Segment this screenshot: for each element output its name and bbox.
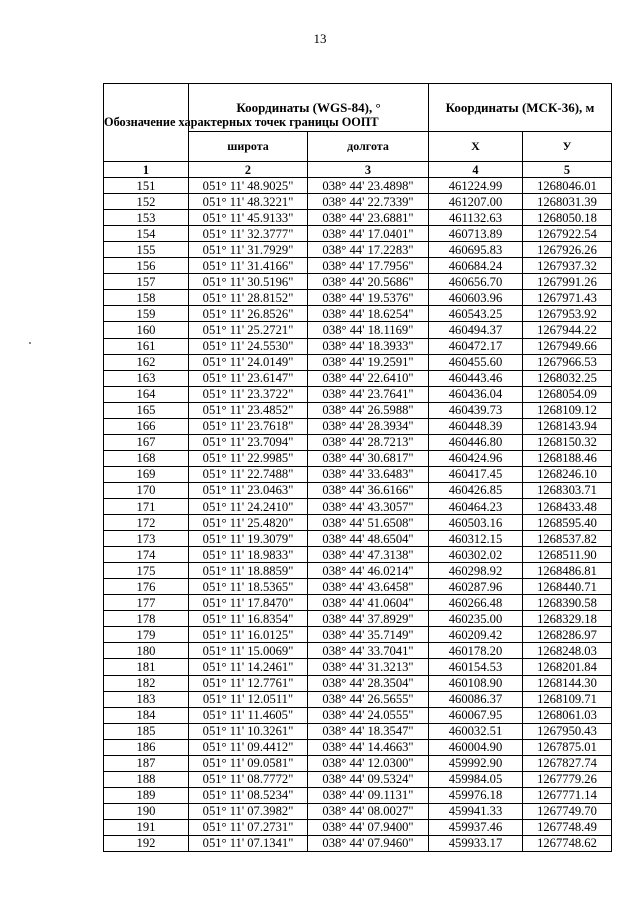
- y-coordinate-cell: 1268032.25: [523, 370, 612, 386]
- latitude-cell: 051° 11' 30.5196": [189, 274, 308, 290]
- margin-mark: [29, 342, 31, 344]
- table-row: [104, 611, 612, 627]
- longitude-cell: 038° 44' 28.3504": [308, 675, 429, 691]
- point-number-cell: 180: [104, 643, 189, 659]
- point-number-cell: 152: [104, 194, 189, 210]
- table-row: [104, 386, 612, 402]
- point-number-cell: 178: [104, 611, 189, 627]
- latitude-cell: 051° 11' 17.8470": [189, 595, 308, 611]
- point-number-cell: 166: [104, 418, 189, 434]
- point-number-cell: 185: [104, 723, 189, 739]
- point-number-cell: 155: [104, 242, 189, 258]
- y-coordinate-cell: 1267748.49: [523, 819, 612, 835]
- x-coordinate-cell: 459933.17: [429, 835, 523, 851]
- longitude-cell: 038° 44' 22.6410": [308, 370, 429, 386]
- table-row: [104, 258, 612, 274]
- latitude-cell: 051° 11' 48.9025": [189, 178, 308, 194]
- column-number: 2: [189, 162, 308, 178]
- longitude-cell: 038° 44' 09.1131": [308, 787, 429, 803]
- y-coordinate-cell: 1267922.54: [523, 226, 612, 242]
- y-coordinate-cell: 1268246.10: [523, 466, 612, 482]
- x-coordinate-cell: 461207.00: [429, 194, 523, 210]
- point-number-cell: 177: [104, 595, 189, 611]
- x-coordinate-cell: 461224.99: [429, 178, 523, 194]
- longitude-cell: 038° 44' 23.7641": [308, 386, 429, 402]
- latitude-cell: 051° 11' 16.0125": [189, 627, 308, 643]
- latitude-cell: 051° 11' 18.9833": [189, 547, 308, 563]
- longitude-cell: 038° 44' 17.7956": [308, 258, 429, 274]
- x-coordinate-cell: 460086.37: [429, 691, 523, 707]
- point-number-cell: 192: [104, 835, 189, 851]
- x-coordinate-cell: 460108.90: [429, 675, 523, 691]
- longitude-cell: 038° 44' 33.7041": [308, 643, 429, 659]
- x-coordinate-cell: 460543.25: [429, 306, 523, 322]
- longitude-cell: 038° 44' 09.5324": [308, 771, 429, 787]
- longitude-cell: 038° 44' 36.6166": [308, 482, 429, 498]
- x-coordinate-cell: 460209.42: [429, 627, 523, 643]
- y-coordinate-cell: 1267771.14: [523, 787, 612, 803]
- x-coordinate-cell: 461132.63: [429, 210, 523, 226]
- latitude-cell: 051° 11' 45.9133": [189, 210, 308, 226]
- coordinates-table: [103, 83, 612, 852]
- latitude-cell: 051° 11' 07.1341": [189, 835, 308, 851]
- y-coordinate-cell: 1268201.84: [523, 659, 612, 675]
- latitude-cell: 051° 11' 08.5234": [189, 787, 308, 803]
- table-row: [104, 643, 612, 659]
- longitude-cell: 038° 44' 17.0401": [308, 226, 429, 242]
- x-coordinate-cell: 460603.96: [429, 290, 523, 306]
- latitude-cell: 051° 11' 31.4166": [189, 258, 308, 274]
- table-row: [104, 739, 612, 755]
- header-wgs84-coordinates: Координаты (WGS-84), °: [189, 84, 429, 132]
- y-coordinate-cell: 1267749.70: [523, 803, 612, 819]
- longitude-cell: 038° 44' 28.3934": [308, 418, 429, 434]
- y-coordinate-cell: 1267953.92: [523, 306, 612, 322]
- x-coordinate-cell: 460436.04: [429, 386, 523, 402]
- table-row: [104, 322, 612, 338]
- y-coordinate-cell: 1267991.26: [523, 274, 612, 290]
- longitude-cell: 038° 44' 31.3213": [308, 659, 429, 675]
- x-coordinate-cell: 460713.89: [429, 226, 523, 242]
- latitude-cell: 051° 11' 23.3722": [189, 386, 308, 402]
- y-coordinate-cell: 1268248.03: [523, 643, 612, 659]
- y-coordinate-cell: 1268595.40: [523, 515, 612, 531]
- point-number-cell: 174: [104, 547, 189, 563]
- table-row: [104, 226, 612, 242]
- table-row: [104, 178, 612, 194]
- table-row: [104, 306, 612, 322]
- x-coordinate-cell: 460443.46: [429, 370, 523, 386]
- latitude-cell: 051° 11' 18.5365": [189, 579, 308, 595]
- latitude-cell: 051° 11' 15.0069": [189, 643, 308, 659]
- point-number-cell: 172: [104, 515, 189, 531]
- point-number-cell: 184: [104, 707, 189, 723]
- table-row: [104, 466, 612, 482]
- table-row: [104, 835, 612, 851]
- longitude-cell: 038° 44' 28.7213": [308, 434, 429, 450]
- x-coordinate-cell: 460235.00: [429, 611, 523, 627]
- table-row: [104, 691, 612, 707]
- x-coordinate-cell: 460417.45: [429, 466, 523, 482]
- longitude-cell: 038° 44' 26.5988": [308, 402, 429, 418]
- latitude-cell: 051° 11' 25.4820": [189, 515, 308, 531]
- longitude-cell: 038° 44' 19.5376": [308, 290, 429, 306]
- y-coordinate-cell: 1268050.18: [523, 210, 612, 226]
- longitude-cell: 038° 44' 23.4898": [308, 178, 429, 194]
- latitude-cell: 051° 11' 10.3261": [189, 723, 308, 739]
- table-row: [104, 627, 612, 643]
- y-coordinate-cell: 1268150.32: [523, 434, 612, 450]
- point-number-cell: 160: [104, 322, 189, 338]
- y-coordinate-cell: 1268303.71: [523, 482, 612, 498]
- table-body: [104, 178, 612, 852]
- x-coordinate-cell: 460266.48: [429, 595, 523, 611]
- table-row: [104, 482, 612, 498]
- point-number-cell: 159: [104, 306, 189, 322]
- point-number-cell: 173: [104, 531, 189, 547]
- y-coordinate-cell: 1268046.01: [523, 178, 612, 194]
- point-number-cell: 190: [104, 803, 189, 819]
- x-coordinate-cell: 460067.95: [429, 707, 523, 723]
- x-coordinate-cell: 459937.46: [429, 819, 523, 835]
- longitude-cell: 038° 44' 37.8929": [308, 611, 429, 627]
- x-coordinate-cell: 460503.16: [429, 515, 523, 531]
- column-number: 5: [523, 162, 612, 178]
- table-row: [104, 210, 612, 226]
- page-number: 13: [313, 31, 327, 46]
- latitude-cell: 051° 11' 16.8354": [189, 611, 308, 627]
- longitude-cell: 038° 44' 46.0214": [308, 563, 429, 579]
- y-coordinate-cell: 1268511.90: [523, 547, 612, 563]
- latitude-cell: 051° 11' 22.7488": [189, 466, 308, 482]
- point-number-cell: 186: [104, 739, 189, 755]
- y-coordinate-cell: 1268188.46: [523, 450, 612, 466]
- x-coordinate-cell: 460656.70: [429, 274, 523, 290]
- x-coordinate-cell: 460032.51: [429, 723, 523, 739]
- x-coordinate-cell: 460302.02: [429, 547, 523, 563]
- latitude-cell: 051° 11' 12.7761": [189, 675, 308, 691]
- point-number-cell: 157: [104, 274, 189, 290]
- latitude-cell: 051° 11' 32.3777": [189, 226, 308, 242]
- longitude-cell: 038° 44' 43.3057": [308, 498, 429, 514]
- point-number-cell: 154: [104, 226, 189, 242]
- longitude-cell: 038° 44' 22.7339": [308, 194, 429, 210]
- latitude-cell: 051° 11' 12.0511": [189, 691, 308, 707]
- x-coordinate-cell: 460424.96: [429, 450, 523, 466]
- header-longitude: долгота: [308, 132, 429, 162]
- table-row: [104, 274, 612, 290]
- y-coordinate-cell: 1268486.81: [523, 563, 612, 579]
- y-coordinate-cell: 1268109.71: [523, 691, 612, 707]
- longitude-cell: 038° 44' 08.0027": [308, 803, 429, 819]
- header-x: X: [429, 132, 523, 162]
- column-number: 3: [308, 162, 429, 178]
- latitude-cell: 051° 11' 09.4412": [189, 739, 308, 755]
- point-number-cell: 151: [104, 178, 189, 194]
- y-coordinate-cell: 1268109.12: [523, 402, 612, 418]
- x-coordinate-cell: 460287.96: [429, 579, 523, 595]
- latitude-cell: 051° 11' 18.8859": [189, 563, 308, 579]
- y-coordinate-cell: 1268390.58: [523, 595, 612, 611]
- x-coordinate-cell: 460439.73: [429, 402, 523, 418]
- table-row: [104, 515, 612, 531]
- latitude-cell: 051° 11' 09.0581": [189, 755, 308, 771]
- x-coordinate-cell: 460455.60: [429, 354, 523, 370]
- y-coordinate-cell: 1267926.26: [523, 242, 612, 258]
- x-coordinate-cell: 460004.90: [429, 739, 523, 755]
- point-number-cell: 187: [104, 755, 189, 771]
- latitude-cell: 051° 11' 07.3982": [189, 803, 308, 819]
- y-coordinate-cell: 1268286.97: [523, 627, 612, 643]
- table-row: [104, 194, 612, 210]
- latitude-cell: 051° 11' 23.7094": [189, 434, 308, 450]
- latitude-cell: 051° 11' 48.3221": [189, 194, 308, 210]
- longitude-cell: 038° 44' 41.0604": [308, 595, 429, 611]
- table-row: [104, 787, 612, 803]
- x-coordinate-cell: 460446.80: [429, 434, 523, 450]
- x-coordinate-cell: 459941.33: [429, 803, 523, 819]
- y-coordinate-cell: 1268143.94: [523, 418, 612, 434]
- x-coordinate-cell: 460426.85: [429, 482, 523, 498]
- longitude-cell: 038° 44' 24.0555": [308, 707, 429, 723]
- x-coordinate-cell: 460464.23: [429, 498, 523, 514]
- point-number-cell: 153: [104, 210, 189, 226]
- table-row: [104, 450, 612, 466]
- column-number: 1: [104, 162, 189, 178]
- y-coordinate-cell: 1268061.03: [523, 707, 612, 723]
- table-row: [104, 659, 612, 675]
- y-coordinate-cell: 1268537.82: [523, 531, 612, 547]
- x-coordinate-cell: 460312.15: [429, 531, 523, 547]
- longitude-cell: 038° 44' 47.3138": [308, 547, 429, 563]
- table-row: [104, 771, 612, 787]
- y-coordinate-cell: 1267779.26: [523, 771, 612, 787]
- latitude-cell: 051° 11' 31.7929": [189, 242, 308, 258]
- longitude-cell: 038° 44' 20.5686": [308, 274, 429, 290]
- y-coordinate-cell: 1267875.01: [523, 739, 612, 755]
- longitude-cell: 038° 44' 30.6817": [308, 450, 429, 466]
- point-number-cell: 181: [104, 659, 189, 675]
- point-number-cell: 169: [104, 466, 189, 482]
- latitude-cell: 051° 11' 25.2721": [189, 322, 308, 338]
- y-coordinate-cell: 1268054.09: [523, 386, 612, 402]
- latitude-cell: 051° 11' 19.3079": [189, 531, 308, 547]
- table-row: [104, 290, 612, 306]
- point-number-cell: 162: [104, 354, 189, 370]
- x-coordinate-cell: 459992.90: [429, 755, 523, 771]
- longitude-cell: 038° 44' 18.3933": [308, 338, 429, 354]
- latitude-cell: 051° 11' 24.2410": [189, 498, 308, 514]
- point-number-cell: 191: [104, 819, 189, 835]
- header-point-designation: Обозначение характерных точек границы ООПТ: [104, 84, 189, 162]
- point-number-cell: 164: [104, 386, 189, 402]
- y-coordinate-cell: 1267937.32: [523, 258, 612, 274]
- point-number-cell: 167: [104, 434, 189, 450]
- x-coordinate-cell: 460494.37: [429, 322, 523, 338]
- column-number: 4: [429, 162, 523, 178]
- y-coordinate-cell: 1267827.74: [523, 755, 612, 771]
- latitude-cell: 051° 11' 22.9985": [189, 450, 308, 466]
- y-coordinate-cell: 1268144.30: [523, 675, 612, 691]
- point-number-cell: 175: [104, 563, 189, 579]
- table-row: [104, 595, 612, 611]
- y-coordinate-cell: 1267950.43: [523, 723, 612, 739]
- point-number-cell: 189: [104, 787, 189, 803]
- longitude-cell: 038° 44' 17.2283": [308, 242, 429, 258]
- table-row: [104, 755, 612, 771]
- x-coordinate-cell: 460298.92: [429, 563, 523, 579]
- longitude-cell: 038° 44' 26.5655": [308, 691, 429, 707]
- point-number-cell: 176: [104, 579, 189, 595]
- latitude-cell: 051° 11' 08.7772": [189, 771, 308, 787]
- y-coordinate-cell: 1267971.43: [523, 290, 612, 306]
- longitude-cell: 038° 44' 12.0300": [308, 755, 429, 771]
- y-coordinate-cell: 1268433.48: [523, 498, 612, 514]
- table-row: [104, 707, 612, 723]
- x-coordinate-cell: 459984.05: [429, 771, 523, 787]
- table-row: [104, 547, 612, 563]
- longitude-cell: 038° 44' 48.6504": [308, 531, 429, 547]
- x-coordinate-cell: 460684.24: [429, 258, 523, 274]
- x-coordinate-cell: 460695.83: [429, 242, 523, 258]
- latitude-cell: 051° 11' 28.8152": [189, 290, 308, 306]
- point-number-cell: 158: [104, 290, 189, 306]
- table-row: [104, 723, 612, 739]
- x-coordinate-cell: 460154.53: [429, 659, 523, 675]
- longitude-cell: 038° 44' 23.6881": [308, 210, 429, 226]
- table-row: [104, 242, 612, 258]
- point-number-cell: 170: [104, 482, 189, 498]
- latitude-cell: 051° 11' 14.2461": [189, 659, 308, 675]
- y-coordinate-cell: 1267949.66: [523, 338, 612, 354]
- latitude-cell: 051° 11' 11.4605": [189, 707, 308, 723]
- latitude-cell: 051° 11' 26.8526": [189, 306, 308, 322]
- table-row: [104, 579, 612, 595]
- table-row: [104, 338, 612, 354]
- longitude-cell: 038° 44' 07.9460": [308, 835, 429, 851]
- table-row: [104, 402, 612, 418]
- point-number-cell: 168: [104, 450, 189, 466]
- table-row: [104, 434, 612, 450]
- longitude-cell: 038° 44' 07.9400": [308, 819, 429, 835]
- y-coordinate-cell: 1268440.71: [523, 579, 612, 595]
- latitude-cell: 051° 11' 23.6147": [189, 370, 308, 386]
- table-row: [104, 819, 612, 835]
- latitude-cell: 051° 11' 23.7618": [189, 418, 308, 434]
- table-row: [104, 531, 612, 547]
- x-coordinate-cell: 460448.39: [429, 418, 523, 434]
- table-row: [104, 370, 612, 386]
- table-row: [104, 675, 612, 691]
- header-latitude: широта: [189, 132, 308, 162]
- latitude-cell: 051° 11' 24.0149": [189, 354, 308, 370]
- longitude-cell: 038° 44' 18.1169": [308, 322, 429, 338]
- y-coordinate-cell: 1268329.18: [523, 611, 612, 627]
- point-number-cell: 163: [104, 370, 189, 386]
- latitude-cell: 051° 11' 07.2731": [189, 819, 308, 835]
- latitude-cell: 051° 11' 23.4852": [189, 402, 308, 418]
- point-number-cell: 171: [104, 498, 189, 514]
- longitude-cell: 038° 44' 14.4663": [308, 739, 429, 755]
- table-row: [104, 354, 612, 370]
- latitude-cell: 051° 11' 23.0463": [189, 482, 308, 498]
- point-number-cell: 188: [104, 771, 189, 787]
- y-coordinate-cell: 1267966.53: [523, 354, 612, 370]
- longitude-cell: 038° 44' 35.7149": [308, 627, 429, 643]
- table-row: [104, 803, 612, 819]
- point-number-cell: 182: [104, 675, 189, 691]
- table-row: [104, 418, 612, 434]
- y-coordinate-cell: 1267944.22: [523, 322, 612, 338]
- table-row: [104, 563, 612, 579]
- longitude-cell: 038° 44' 33.6483": [308, 466, 429, 482]
- latitude-cell: 051° 11' 24.5530": [189, 338, 308, 354]
- longitude-cell: 038° 44' 18.6254": [308, 306, 429, 322]
- point-number-cell: 161: [104, 338, 189, 354]
- x-coordinate-cell: 460178.20: [429, 643, 523, 659]
- header-y: У: [523, 132, 612, 162]
- longitude-cell: 038° 44' 43.6458": [308, 579, 429, 595]
- point-number-cell: 179: [104, 627, 189, 643]
- table-row: [104, 498, 612, 514]
- x-coordinate-cell: 460472.17: [429, 338, 523, 354]
- y-coordinate-cell: 1268031.39: [523, 194, 612, 210]
- x-coordinate-cell: 459976.18: [429, 787, 523, 803]
- longitude-cell: 038° 44' 51.6508": [308, 515, 429, 531]
- longitude-cell: 038° 44' 18.3547": [308, 723, 429, 739]
- point-number-cell: 165: [104, 402, 189, 418]
- header-msk36-coordinates: Координаты (МСК-36), м: [429, 84, 612, 132]
- point-number-cell: 183: [104, 691, 189, 707]
- longitude-cell: 038° 44' 19.2591": [308, 354, 429, 370]
- point-number-cell: 156: [104, 258, 189, 274]
- y-coordinate-cell: 1267748.62: [523, 835, 612, 851]
